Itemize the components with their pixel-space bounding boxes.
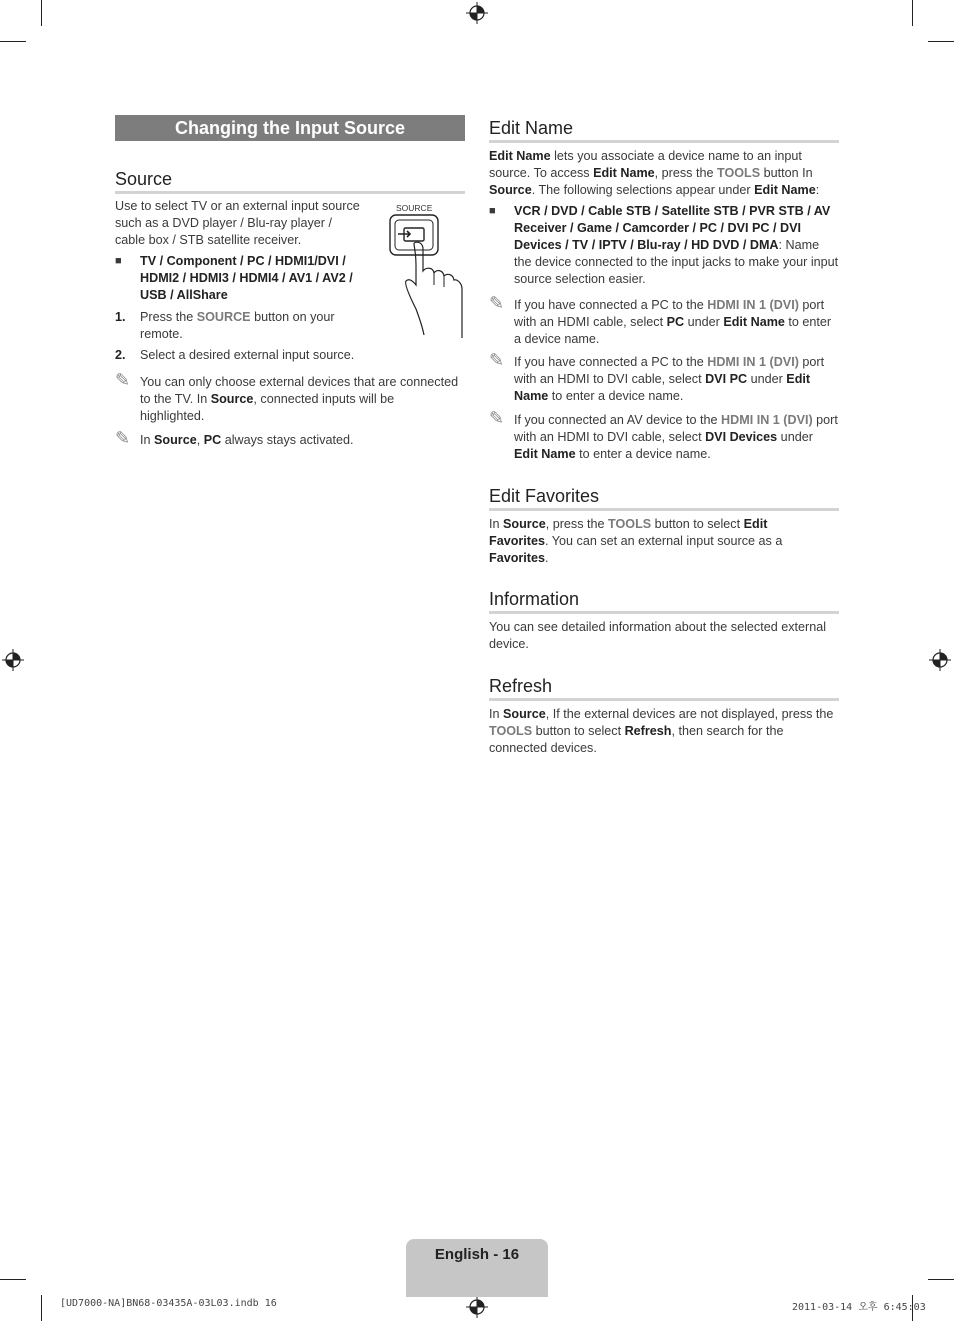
edit-name-note-2 (489, 350, 839, 405)
note-text-bold: Source (210, 392, 254, 406)
source-steps (115, 309, 355, 343)
step-item (115, 309, 355, 343)
page-number-tab (406, 1239, 548, 1297)
note-text-bold: PC (203, 433, 222, 447)
print-slug-left: [UD7000-NA]BN68-03435A-03L03.indb 16 (60, 1298, 277, 1309)
edit-name-intro: Edit Name lets you associate a device name to an input source. To access Edit Name, press the TOOLS button In Source. The following selections appear under Edit Name: (489, 149, 820, 197)
information-body (489, 619, 839, 653)
note-text: , (196, 433, 204, 447)
step-text: Select a desired external input source. (140, 348, 355, 362)
note-text-bold: Source (154, 433, 197, 447)
remote-source-illustration (380, 203, 465, 338)
step-number: 1. (115, 310, 126, 324)
trim-mark (41, 0, 42, 26)
pencil-note-icon: ✎ (115, 370, 131, 390)
source-steps-2 (115, 347, 465, 364)
edit-name-bullet (489, 203, 839, 288)
registration-mark-icon (929, 649, 951, 671)
list-item (489, 203, 839, 288)
edit-favorites-heading: Edit Favorites (489, 485, 839, 511)
source-intro (115, 198, 360, 249)
edit-favorites-body (489, 516, 799, 567)
edit-name-note-3 (489, 408, 839, 463)
page-number-label: English - 16 (434, 1246, 520, 1263)
pencil-note-icon: ✎ (489, 350, 505, 370)
note-item: ✎ If you connected an AV device to the HDMI IN 1 (DVI) port with an HDMI to DVI cable, select DVI Devices under Edit Name to enter a device name. (489, 408, 838, 461)
step-text: Press the (140, 310, 197, 324)
trim-mark (0, 41, 26, 42)
source-note-1 (115, 370, 460, 425)
note-text: In (140, 433, 155, 447)
source-button-hand-icon (380, 213, 465, 338)
bullet-square-icon: ■ (489, 205, 496, 217)
trim-mark (928, 1279, 954, 1280)
note-text: , connected inputs will be highlighted. (140, 392, 395, 423)
bullet-square-icon: ■ (115, 255, 122, 267)
step-text: button on your remote. (140, 310, 335, 341)
source-bullet-list (115, 253, 370, 304)
trim-mark (928, 41, 954, 42)
source-heading: Source (115, 168, 465, 194)
registration-mark-icon (466, 2, 488, 24)
registration-mark-icon (466, 1296, 488, 1318)
source-intro-text: Use to select TV or an external input source such as a DVD player / Blu-ray player / cable box / STB satellite receiver. (115, 199, 360, 247)
device-list-desc: : Name the device connected to the input jacks to make your input source selection easier. (514, 238, 839, 286)
pencil-note-icon: ✎ (489, 293, 505, 313)
registration-mark-icon (2, 649, 24, 671)
pencil-note-icon: ✎ (489, 408, 505, 428)
source-note-2 (115, 428, 460, 449)
step-text-source: SOURCE (196, 310, 251, 324)
edit-favorites-text: In Source, press the TOOLS button to select Edit Favorites. You can set an external input source as a Favorites. (489, 517, 783, 565)
note-text: You can only choose external devices that are connected to the TV. In (140, 375, 459, 406)
print-slug-right: 2011-03-14 오후 6:45:03 (792, 1302, 926, 1313)
pencil-note-icon: ✎ (115, 428, 131, 448)
trim-mark (0, 1279, 26, 1280)
note-item: ✎ If you have connected a PC to the HDMI IN 1 (DVI) port with an HDMI to DVI cable, select DVI PC under Edit Name to enter a device name. (489, 350, 825, 403)
information-text: You can see detailed information about the selected external device. (489, 620, 826, 651)
edit-name-note-1 (489, 293, 839, 348)
step-item (115, 347, 465, 364)
note-item: ✎ If you have connected a PC to the HDMI IN 1 (DVI) port with an HDMI cable, select PC under Edit Name to enter a device name. (489, 293, 832, 346)
note-text: always stays activated. (221, 433, 354, 447)
trim-mark (41, 1295, 42, 1321)
refresh-body (489, 706, 834, 757)
trim-mark (912, 0, 913, 26)
list-item (115, 253, 370, 304)
refresh-heading: Refresh (489, 675, 839, 701)
note-item (115, 370, 460, 425)
step-number: 2. (115, 348, 126, 362)
device-list-text: VCR / DVD / Cable STB / Satellite STB / PVR STB / AV Receiver / Game / Camcorder / PC / DVI PC / DVI Devices / TV / IPTV / Blu-ray / HD DVD / DMA (514, 204, 831, 252)
edit-name-body (489, 148, 839, 199)
information-heading: Information (489, 588, 839, 614)
edit-name-heading: Edit Name (489, 117, 839, 143)
source-options-text: TV / Component / PC / HDMI1/DVI / HDMI2 / HDMI3 / HDMI4 / AV1 / AV2 / USB / AllShare (140, 254, 353, 302)
note-item (115, 428, 460, 449)
refresh-text: In Source, If the external devices are not displayed, press the TOOLS button to select Refresh, then search for the connected devices. (489, 707, 834, 755)
remote-source-label: SOURCE (396, 203, 433, 213)
section-banner: Changing the Input Source (115, 115, 465, 141)
